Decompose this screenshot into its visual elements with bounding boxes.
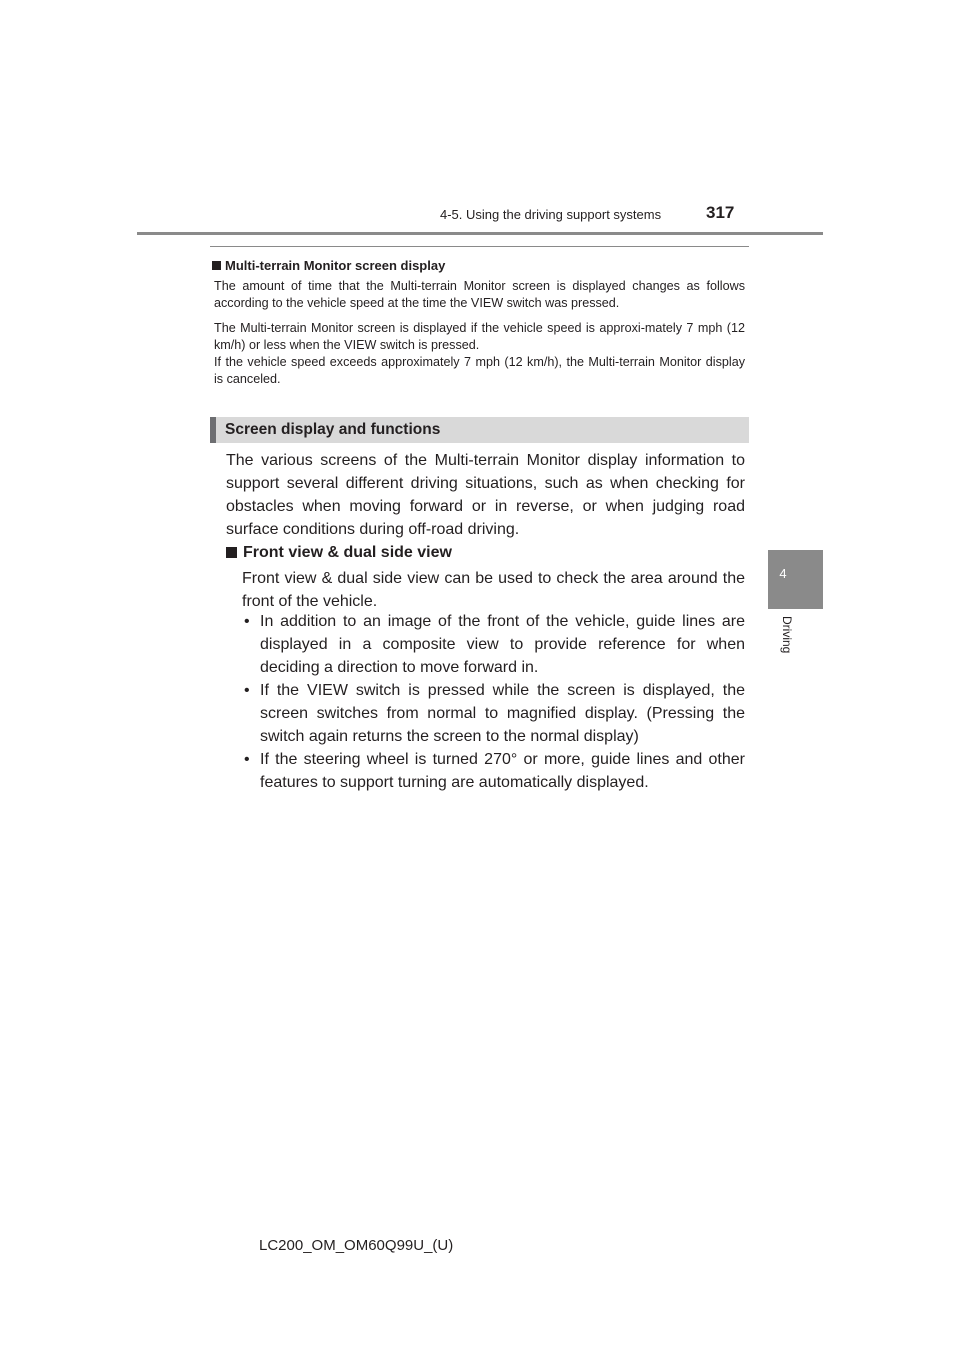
note-block [210, 257, 745, 388]
subsection-paragraph: Front view & dual side view can be used to check the area around the front of the vehicle. [242, 570, 745, 610]
square-bullet-icon [226, 547, 237, 558]
list-item-text: If the VIEW switch is pressed while the screen is displayed, the screen switches from normal to magnified display. (Pressing the switch again returns the screen to the normal display) [260, 682, 745, 745]
bullet-dot-icon: • [244, 682, 250, 699]
note-paragraph: The Multi-terrain Monitor screen is displayed if the vehicle speed is approxi-mately 7 mph (12 km/h) or less when the VIEW switch is pressed. [214, 321, 745, 352]
section-intro-paragraph: The various screens of the Multi-terrain Monitor display information to support several different driving situations, such as when checking for obstacles when moving forward or in reverse, or when judging road surface conditions during off-road driving. [226, 452, 745, 538]
subsection-heading-text: Front view & dual side view [243, 544, 452, 561]
chapter-tab-label: Driving [780, 616, 794, 654]
chapter-tab-label-wrapper [780, 616, 803, 676]
running-header-section-title: 4-5. Using the driving support systems [440, 207, 662, 222]
note-heading [210, 257, 745, 274]
page-number: 317 [706, 203, 735, 222]
bullet-dot-icon: • [244, 751, 250, 768]
chapter-tab [768, 550, 823, 609]
section-heading-bar [210, 417, 749, 443]
chapter-tab-number: 4 [779, 566, 787, 581]
header-divider [137, 232, 823, 235]
list-item [242, 679, 745, 748]
document-code: LC200_OM_OM60Q99U_(U) [259, 1237, 454, 1254]
section-heading-text: Screen display and functions [225, 421, 441, 438]
note-paragraph: The amount of time that the Multi-terrain Monitor screen is displayed changes as follows according to the vehicle speed at the time the VIEW switch was pressed. [214, 279, 745, 310]
list-item-text: In addition to an image of the front of the vehicle, guide lines are displayed in a composite view to provide reference for when deciding a direction to move forward in. [260, 613, 745, 676]
note-paragraph: If the vehicle speed exceeds approximately 7 mph (12 km/h), the Multi-terrain Monitor display is canceled. [214, 355, 745, 386]
list-item-text: If the steering wheel is turned 270° or more, guide lines and other features to support turning are automatically displayed. [260, 751, 745, 791]
list-item [242, 610, 745, 679]
note-divider [210, 246, 749, 247]
bullet-dot-icon: • [244, 613, 250, 630]
bullet-list [242, 610, 745, 794]
note-heading-text: Multi-terrain Monitor screen display [225, 258, 446, 273]
list-item [242, 748, 745, 794]
square-bullet-icon [212, 261, 221, 270]
subsection-heading [226, 541, 452, 564]
